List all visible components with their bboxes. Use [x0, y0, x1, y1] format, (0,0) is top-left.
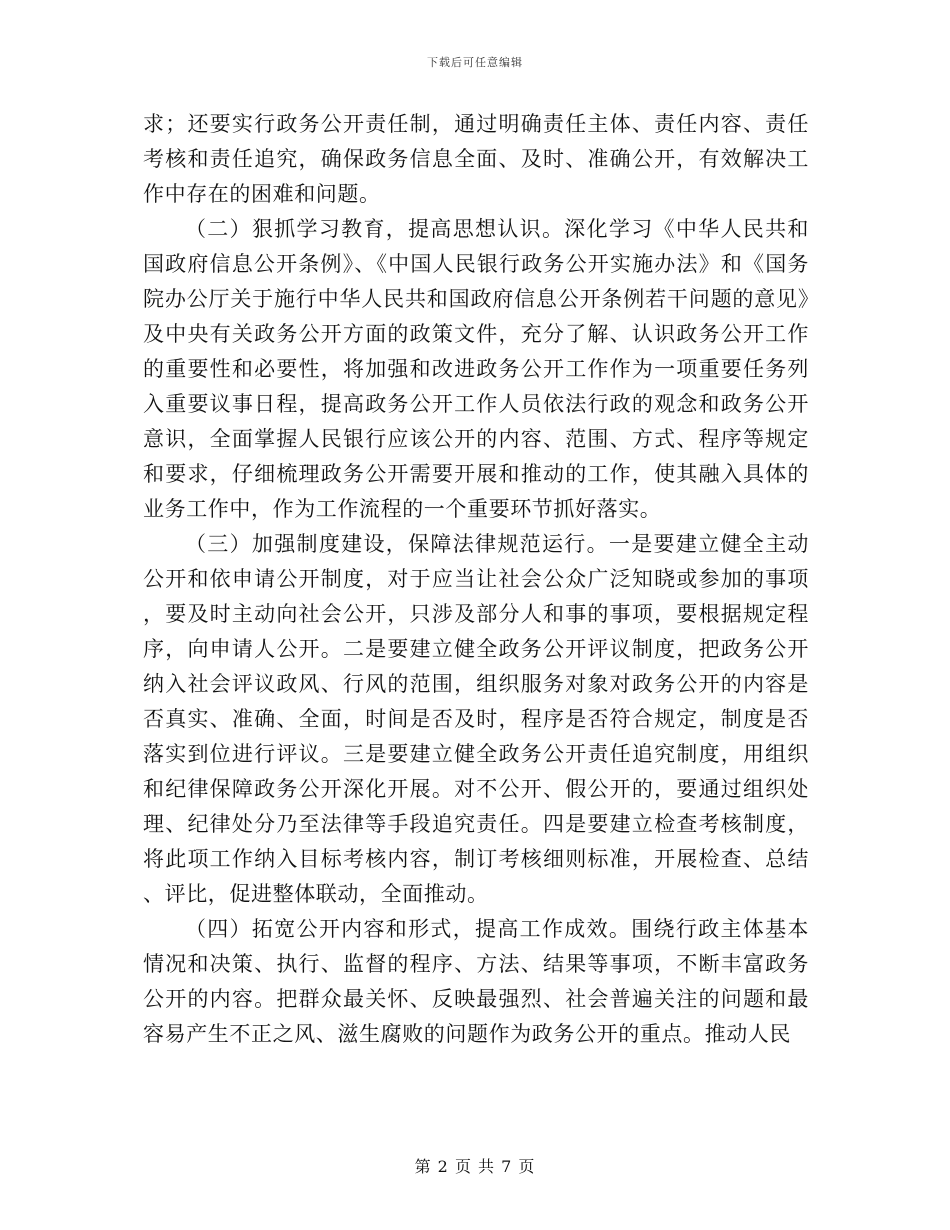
page-header: 下载后可任意编辑 — [427, 56, 523, 69]
paragraph-content-forms: （四）拓宽公开内容和形式，提高工作成效。围绕行政主体基本情况和决策、执行、监督的程序、方法、结果等事项，不断丰富政务公开的内容。把群众最关怀、反映最强烈、社会普遍关注的问题和最容易产生不正之风、滋生腐败的问题作为政务公开的重点。推动人民 — [143, 917, 809, 1046]
paragraph-system-construction: （三）加强制度建设，保障法律规范运行。一是要建立健全主动公开和依申请公开制度，对于应当让社会公众广泛知晓或参加的事项，要及时主动向社会公开，只涉及部分人和事的事项，要根据规定程序，向申请人公开。二是要建立健全政务公开评议制度，把政务公开纳入社会评议政风、行风的范围，组织服务对象对政务公开的内容是否真实、准确、全面，时间是否及时，程序是否符合规定，制度是否落实到位进行评议。三是要建立健全政务公开责任追究制度，用组织和纪律保障政务公开深化开展。对不公开、假公开的，要通过组织处理、纪律处分乃至法律等手段追究责任。四是要建立检查考核制度，将此项工作纳入目标考核内容，制订考核细则标准，开展检查、总结、评比，促进整体联动，全面推动。 — [143, 532, 809, 906]
document-body — [143, 107, 809, 1052]
paragraph-continuation: 求；还要实行政务公开责任制，通过明确责任主体、责任内容、责任考核和责任追究，确保政务信息全面、及时、准确公开，有效解决工作中存在的困难和问题。 — [143, 112, 809, 206]
page-number: 第 2 页 共 7 页 — [414, 1157, 536, 1176]
paragraph-study-education: （二）狠抓学习教育，提高思想认识。深化学习《中华人民共和国政府信息公开条例》、《中国人民银行政务公开实施办法》和《国务院办公厅关于施行中华人民共和国政府信息公开条例若干问题的意见》及中央有关政务公开方面的政策文件，充分了解、认识政务公开工作的重要性和必要性，将加强和改进政务公开工作作为一项重要任务列入重要议事日程，提高政务公开工作人员依法行政的观念和政务公开意识，全面掌握人民银行应该公开的内容、范围、方式、程序等规定和要求，仔细梳理政务公开需要开展和推动的工作，使其融入具体的业务工作中，作为工作流程的一个重要环节抓好落实。 — [143, 217, 809, 521]
